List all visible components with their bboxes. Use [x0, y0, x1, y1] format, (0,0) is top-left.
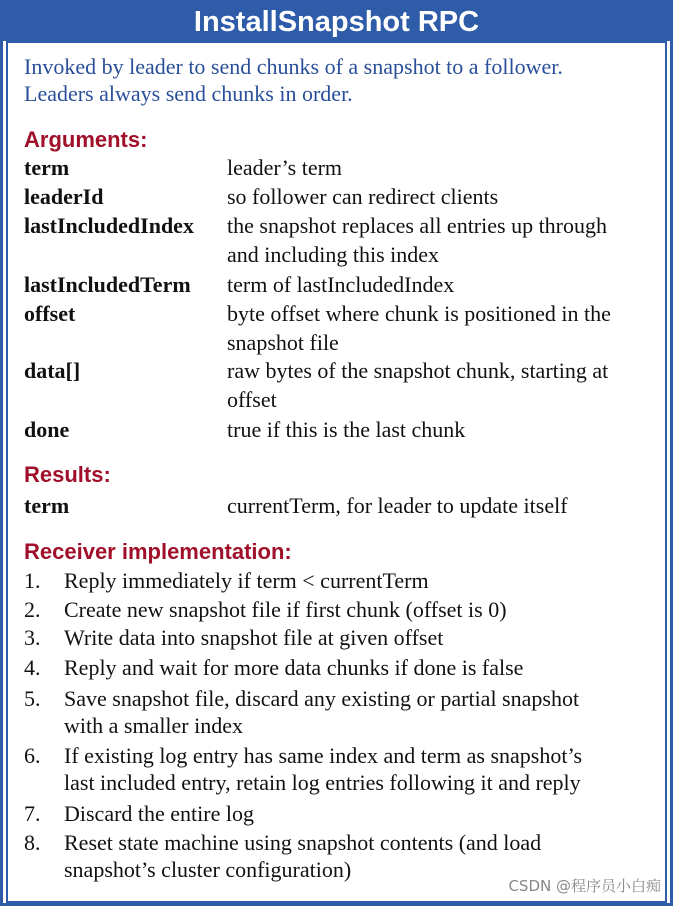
step-number: 8.	[24, 830, 41, 855]
intro-text	[24, 53, 563, 107]
intro-line-1: Invoked by leader to send chunks of a snapshot to a follower.	[24, 54, 563, 79]
step-text	[64, 800, 654, 827]
argument-name: lastIncludedIndex	[24, 213, 194, 238]
arguments-heading: Arguments:	[24, 127, 148, 152]
argument-name: data[]	[24, 358, 81, 383]
results-heading: Results:	[24, 462, 111, 487]
argument-description-line: and including this index	[227, 242, 440, 267]
step-text	[64, 596, 654, 623]
argument-description-line: snapshot file	[227, 330, 339, 355]
argument-description-line: offset	[227, 387, 277, 412]
argument-description	[227, 153, 657, 182]
argument-description-line: the snapshot replaces all entries up through	[227, 213, 608, 238]
step-text	[64, 685, 654, 739]
argument-description	[227, 182, 657, 211]
step-text	[64, 624, 654, 651]
step-number: 4.	[24, 655, 41, 680]
step-text	[64, 654, 654, 681]
step-number: 3.	[24, 625, 41, 650]
argument-name: leaderId	[24, 184, 104, 209]
argument-description	[227, 356, 657, 414]
argument-description	[227, 211, 657, 269]
step-text-line: Reply and wait for more data chunks if done is false	[64, 655, 524, 680]
step-text-line: snapshot’s cluster configuration)	[64, 857, 352, 882]
step-number: 5.	[24, 686, 41, 711]
argument-description	[227, 299, 657, 357]
step-text-line: Write data into snapshot file at given offset	[64, 625, 444, 650]
card-title: InstallSnapshot RPC	[3, 3, 670, 41]
step-text-line: Reset state machine using snapshot contents (and load	[64, 830, 542, 855]
argument-description-line: true if this is the last chunk	[227, 417, 466, 442]
argument-name: offset	[24, 301, 76, 326]
argument-name: lastIncludedTerm	[24, 272, 191, 297]
watermark: CSDN @程序员小白痴	[508, 877, 661, 895]
step-text-line: Create new snapshot file if first chunk (offset is 0)	[64, 597, 507, 622]
step-number: 6.	[24, 743, 41, 768]
result-description	[227, 491, 657, 520]
step-text-line: If existing log entry has same index and term as snapshot’s	[64, 743, 583, 768]
argument-description	[227, 415, 657, 444]
step-text-line: last included entry, retain log entries following it and reply	[64, 770, 581, 795]
step-text	[64, 742, 654, 796]
result-name: term	[24, 493, 70, 518]
argument-name: term	[24, 155, 70, 180]
step-number: 7.	[24, 801, 41, 826]
argument-description-line: leader’s term	[227, 155, 343, 180]
intro-line-2: Leaders always send chunks in order.	[24, 81, 353, 106]
argument-description	[227, 270, 657, 299]
step-text	[64, 567, 654, 594]
argument-description-line: byte offset where chunk is positioned in the	[227, 301, 611, 326]
step-number: 1.	[24, 568, 41, 593]
argument-description-line: so follower can redirect clients	[227, 184, 499, 209]
argument-description-line: term of lastIncludedIndex	[227, 272, 455, 297]
argument-description-line: raw bytes of the snapshot chunk, starting at	[227, 358, 609, 383]
step-number: 2.	[24, 597, 41, 622]
result-description-line: currentTerm, for leader to update itself	[227, 493, 568, 518]
step-text-line: Save snapshot file, discard any existing or partial snapshot	[64, 686, 580, 711]
step-text-line: Reply immediately if term < currentTerm	[64, 568, 429, 593]
receiver-heading: Receiver implementation:	[24, 539, 292, 564]
step-text-line: with a smaller index	[64, 713, 244, 738]
argument-name: done	[24, 417, 70, 442]
step-text-line: Discard the entire log	[64, 801, 254, 826]
